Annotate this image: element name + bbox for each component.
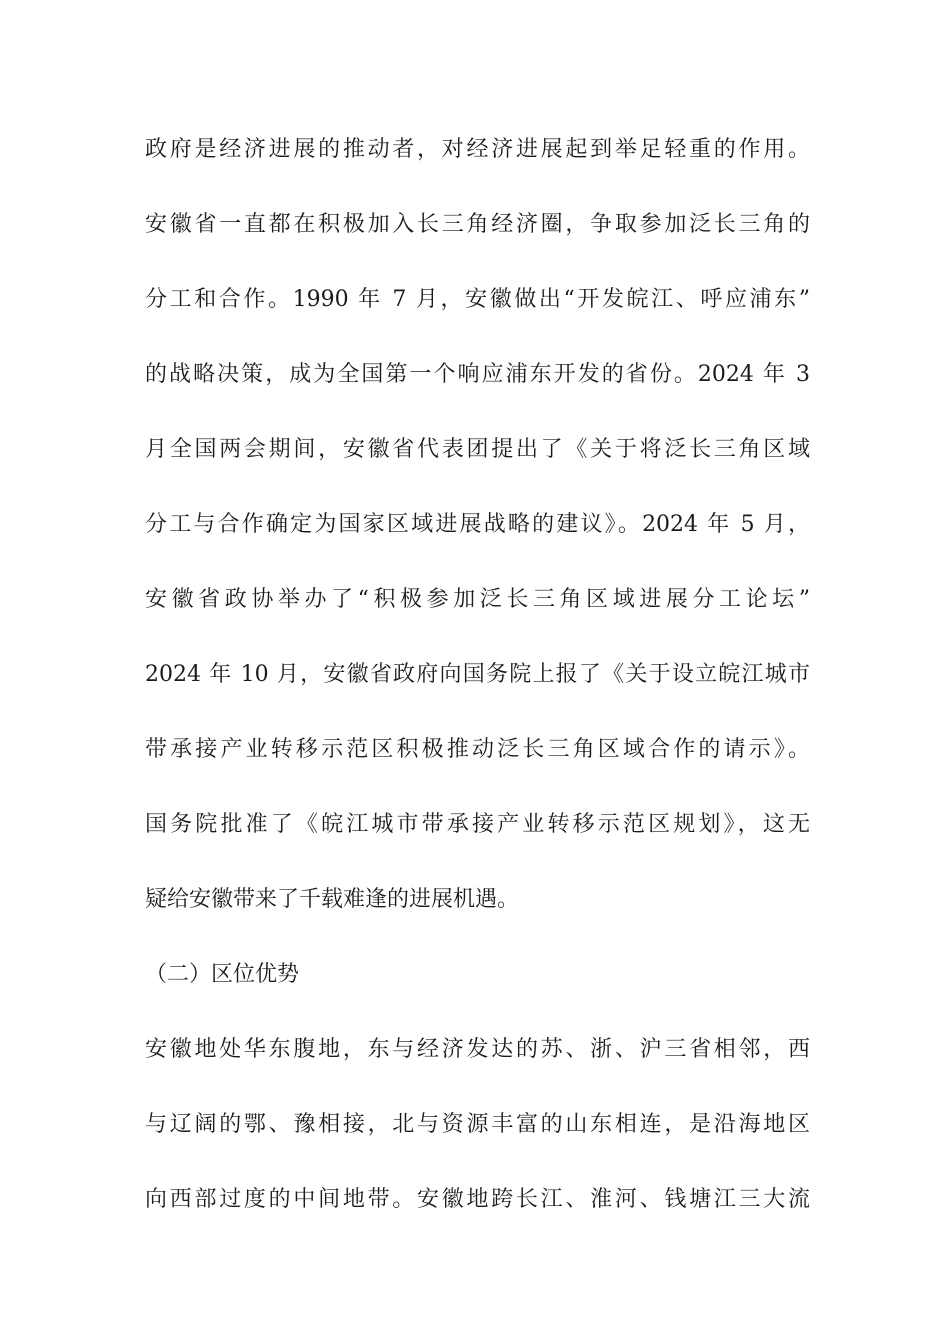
paragraph-line: 带承接产业转移示范区积极推动泛长三角区域合作的请示》。 <box>145 737 810 762</box>
section-heading: （二）区位优势 <box>145 962 300 987</box>
paragraph-line: 疑给安徽带来了千载难逢的进展机遇。 <box>145 887 520 912</box>
paragraph-line: 分工与合作确定为国家区域进展战略的建议》。2024 年 5 月， <box>145 512 810 537</box>
paragraph-line: 的战略决策，成为全国第一个响应浦东开发的省份。2024 年 3 <box>145 362 810 387</box>
paragraph-line: 政府是经济进展的推动者，对经济进展起到举足轻重的作用。 <box>145 137 810 162</box>
paragraph-line: 向西部过度的中间地带。安徽地跨长江、淮河、钱塘江三大流 <box>145 1187 810 1212</box>
paragraph-line: 安徽地处华东腹地，东与经济发达的苏、浙、沪三省相邻，西 <box>145 1037 810 1062</box>
paragraph-line: 安徽省政协举办了“积极参加泛长三角区域进展分工论坛” <box>145 587 810 612</box>
paragraph-line: 与辽阔的鄂、豫相接，北与资源丰富的山东相连，是沿海地区 <box>145 1112 810 1137</box>
paragraph-line: 分工和合作。1990 年 7 月，安徽做出“开发皖江、呼应浦东” <box>145 287 810 312</box>
paragraph-line: 月全国两会期间，安徽省代表团提出了《关于将泛长三角区域 <box>145 437 810 462</box>
paragraph-line: 安徽省一直都在积极加入长三角经济圈，争取参加泛长三角的 <box>145 212 810 237</box>
paragraph-line: 2024 年 10 月，安徽省政府向国务院上报了《关于设立皖江城市 <box>145 662 810 687</box>
paragraph-line: 国务院批准了《皖江城市带承接产业转移示范区规划》，这无 <box>145 812 810 837</box>
